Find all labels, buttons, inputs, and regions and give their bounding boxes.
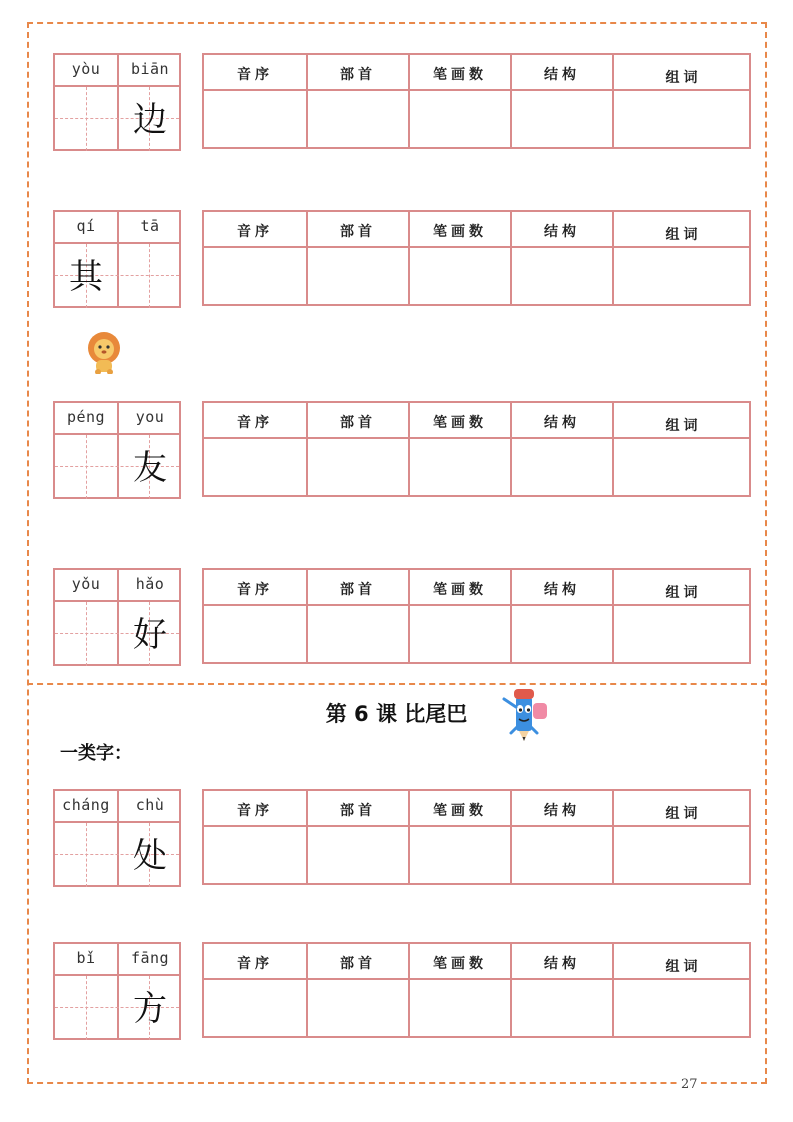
char-box	[53, 942, 181, 1040]
guide-line	[86, 823, 87, 887]
pinyin-right: biān	[130, 60, 170, 78]
guide-line	[86, 435, 87, 499]
table-column	[612, 944, 753, 1036]
lesson-title: 第 6 课 比尾巴	[325, 702, 468, 726]
table-column	[408, 570, 510, 662]
table-column	[408, 944, 510, 1036]
table-column	[510, 55, 612, 147]
column-header: 组词	[665, 70, 702, 86]
table-column	[306, 403, 408, 495]
table-column	[408, 403, 510, 495]
column-header: 部首	[340, 224, 376, 240]
table-column	[408, 212, 510, 304]
analysis-table	[202, 942, 751, 1038]
table-column	[306, 55, 408, 147]
pinyin-left: bǐ	[76, 949, 96, 967]
column-header: 组词	[665, 959, 702, 975]
analysis-table	[202, 789, 751, 885]
column-header: 笔画数	[433, 582, 487, 598]
analysis-table	[202, 210, 751, 306]
page-frame	[27, 22, 767, 1084]
page-number: 27	[678, 1077, 701, 1092]
table-column	[510, 944, 612, 1036]
guide-line	[86, 976, 87, 1040]
column-header: 笔画数	[433, 415, 487, 431]
column-header: 音序	[237, 803, 273, 819]
column-header: 音序	[237, 67, 273, 83]
pinyin-right: fāng	[130, 949, 170, 967]
column-header: 部首	[340, 67, 376, 83]
column-header: 部首	[340, 956, 376, 972]
hanzi-right: 方	[133, 989, 167, 1029]
table-column	[306, 212, 408, 304]
pinyin-right: hǎo	[135, 575, 165, 593]
column-header: 组词	[665, 227, 702, 243]
lesson-divider	[27, 683, 767, 685]
table-column	[510, 403, 612, 495]
column-header: 结构	[544, 956, 580, 972]
table-column	[612, 55, 753, 147]
analysis-table	[202, 401, 751, 497]
column-header: 笔画数	[433, 803, 487, 819]
pinyin-right: tā	[140, 217, 160, 235]
column-header: 音序	[237, 582, 273, 598]
pinyin-left: cháng	[62, 796, 110, 814]
column-header: 音序	[237, 956, 273, 972]
guide-line	[86, 602, 87, 666]
char-box	[53, 789, 181, 887]
pinyin-right: you	[135, 408, 165, 426]
column-header: 部首	[340, 803, 376, 819]
hanzi-right: 友	[133, 448, 167, 488]
table-column	[510, 212, 612, 304]
table-column	[612, 403, 753, 495]
table-column	[408, 791, 510, 883]
column-header: 组词	[665, 418, 702, 434]
column-header: 组词	[665, 806, 702, 822]
table-column	[510, 570, 612, 662]
table-column	[204, 570, 306, 662]
column-header: 结构	[544, 582, 580, 598]
column-header: 部首	[340, 582, 376, 598]
table-column	[204, 944, 306, 1036]
table-column	[408, 55, 510, 147]
guide-line	[149, 244, 150, 308]
analysis-table	[202, 53, 751, 149]
table-column	[612, 791, 753, 883]
table-column	[612, 212, 753, 304]
char-box	[53, 210, 181, 308]
pinyin-left: péng	[66, 408, 106, 426]
table-column	[204, 55, 306, 147]
hanzi-right: 好	[133, 615, 167, 655]
char-box	[53, 568, 181, 666]
column-header: 笔画数	[433, 67, 487, 83]
hanzi-right: 处	[133, 836, 167, 876]
section-label: 一类字：	[60, 743, 132, 764]
column-header: 音序	[237, 415, 273, 431]
analysis-table	[202, 568, 751, 664]
table-column	[510, 791, 612, 883]
column-header: 组词	[665, 585, 702, 601]
table-column	[612, 570, 753, 662]
table-column	[306, 944, 408, 1036]
column-header: 部首	[340, 415, 376, 431]
char-box	[53, 401, 181, 499]
pinyin-left: qí	[76, 217, 96, 235]
pinyin-left: yòu	[71, 60, 101, 78]
table-column	[204, 403, 306, 495]
pinyin-right: chù	[135, 796, 165, 814]
hanzi-left: 其	[69, 257, 103, 297]
column-header: 结构	[544, 803, 580, 819]
table-column	[204, 791, 306, 883]
guide-line	[86, 87, 87, 151]
lion-sticker-icon	[86, 330, 122, 374]
column-header: 音序	[237, 224, 273, 240]
table-column	[306, 570, 408, 662]
pinyin-left: yǒu	[71, 575, 101, 593]
column-header: 笔画数	[433, 956, 487, 972]
char-box	[53, 53, 181, 151]
column-header: 笔画数	[433, 224, 487, 240]
table-column	[306, 791, 408, 883]
column-header: 结构	[544, 67, 580, 83]
hanzi-right: 边	[133, 100, 167, 140]
table-column	[204, 212, 306, 304]
column-header: 结构	[544, 415, 580, 431]
column-header: 结构	[544, 224, 580, 240]
